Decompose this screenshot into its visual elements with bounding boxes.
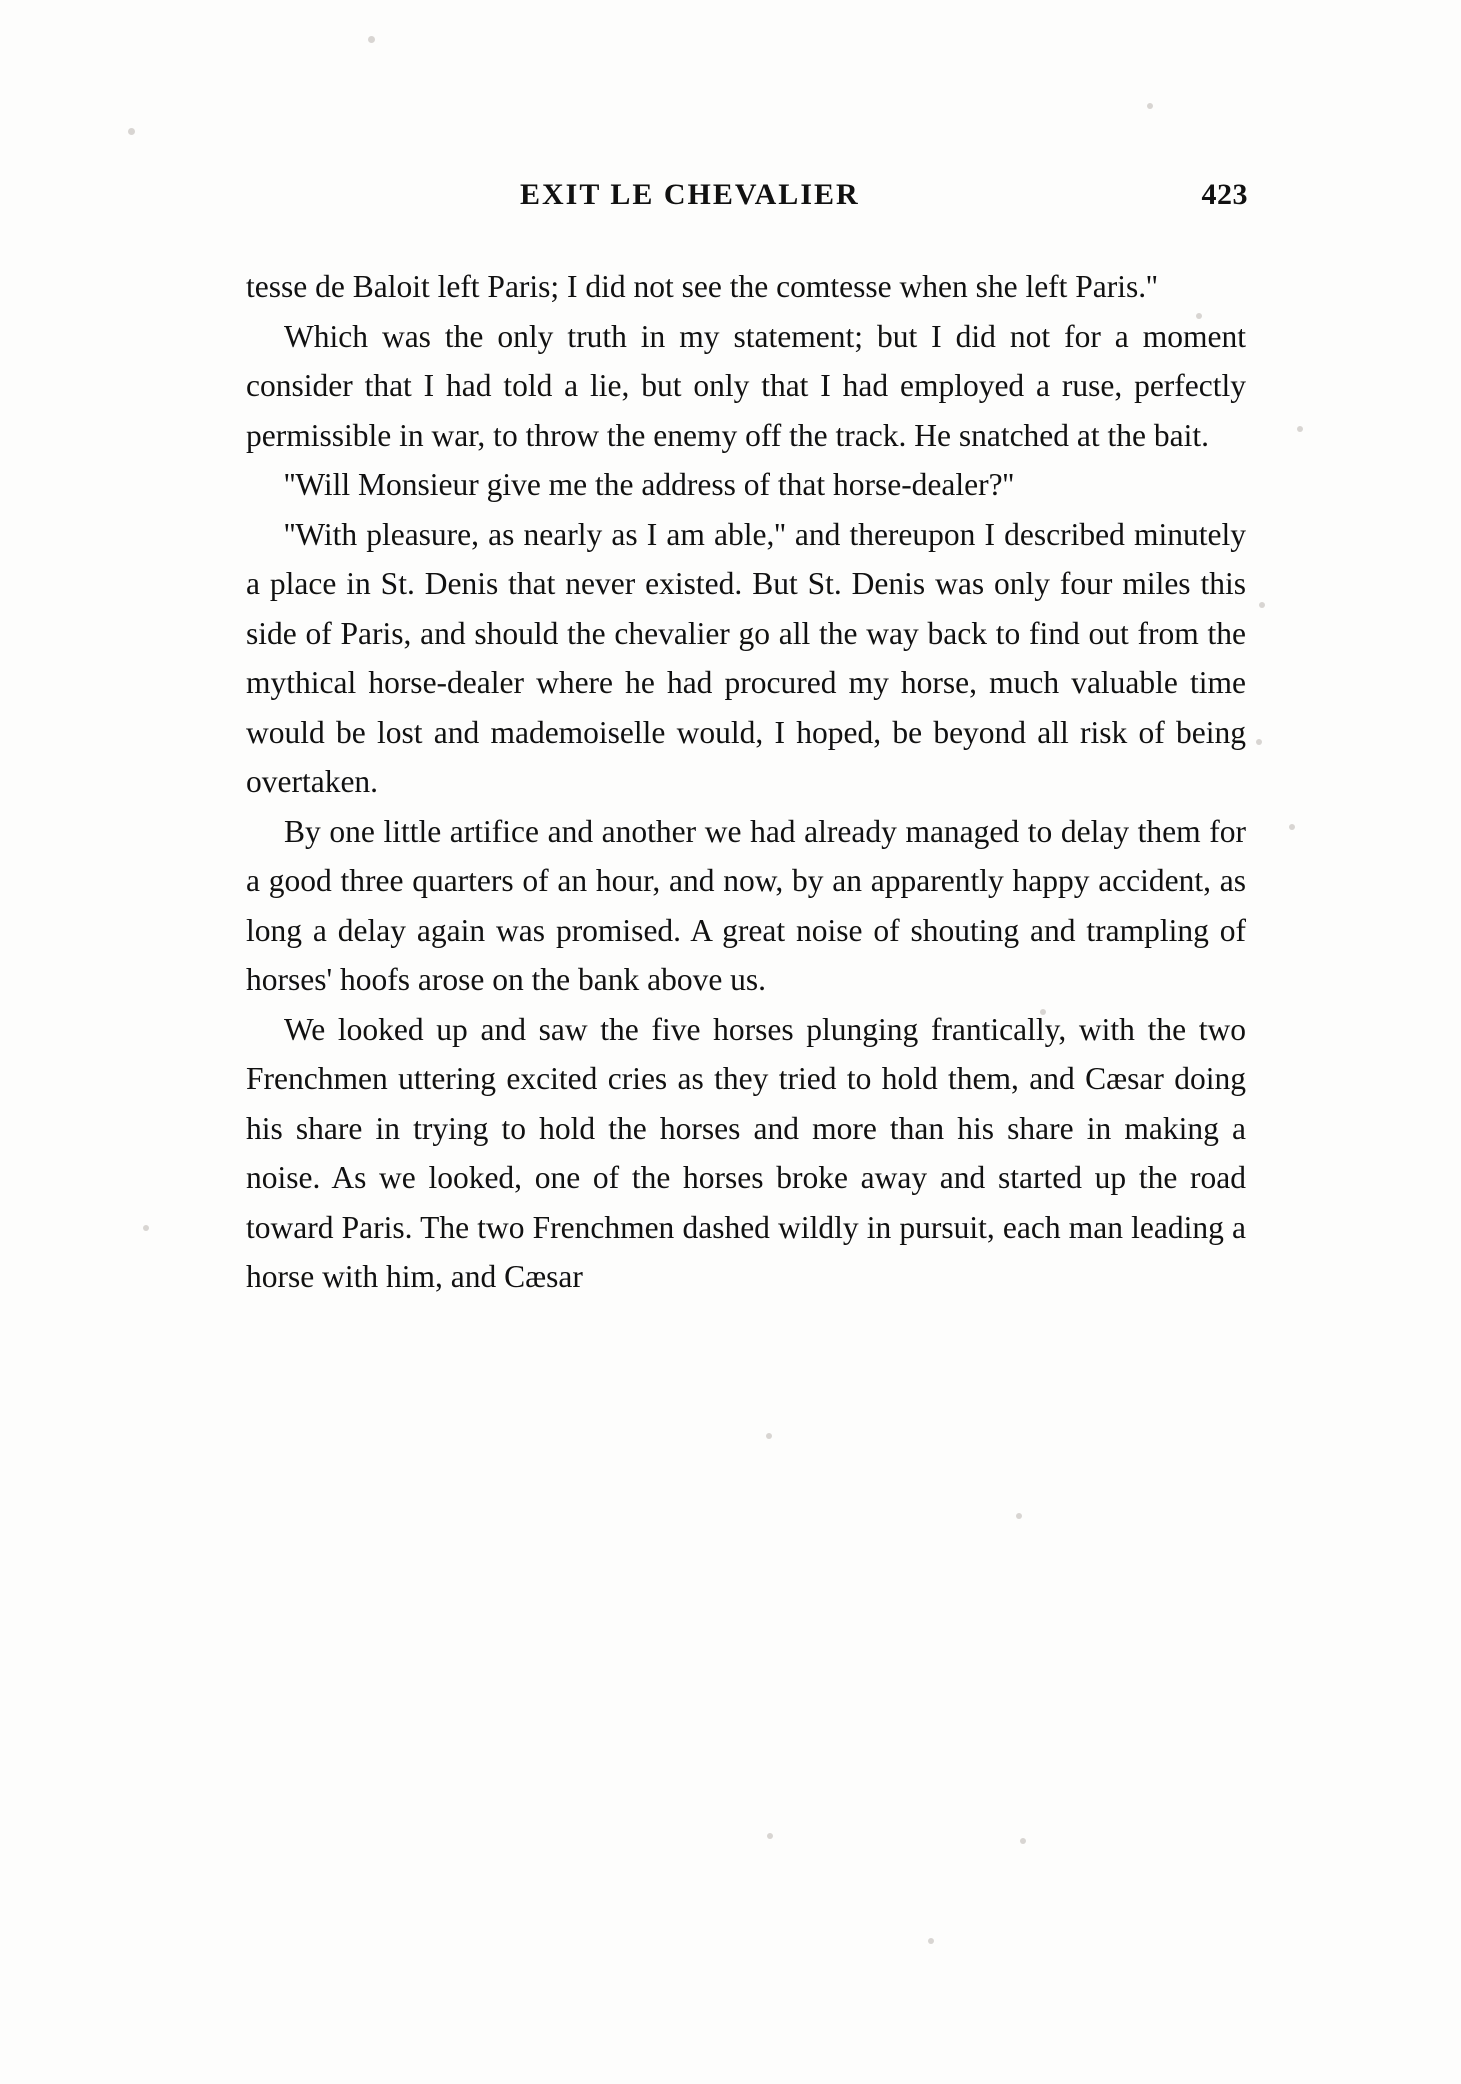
page-speckle bbox=[1016, 1513, 1022, 1519]
paragraph: Which was the only truth in my statement; but I did not for a moment consider that I had told a lie, but only that I had employed a ruse, perfectly permissible in war, to throw the enemy off the track. He snatched at the bait. bbox=[246, 318, 1246, 453]
paragraph: ''Will Monsieur give me the address of that horse-dealer?'' bbox=[284, 467, 1014, 502]
body-text bbox=[246, 262, 1246, 1302]
running-title: EXIT LE CHEVALIER bbox=[520, 178, 860, 211]
page-header bbox=[244, 178, 1248, 218]
paragraph: By one little artifice and another we had already managed to delay them for a good three quarters of an hour, and now, by an apparently happy accident, as long a delay again was promised. A great noise of shouting and trampling of horses' hoofs arose on the bank above us. bbox=[246, 813, 1246, 997]
page-speckle bbox=[1147, 103, 1153, 109]
page-number: 423 bbox=[1201, 178, 1248, 211]
page-speckle bbox=[1289, 824, 1295, 830]
page-speckle bbox=[1020, 1838, 1026, 1844]
page-speckle bbox=[1256, 739, 1262, 745]
page-speckle bbox=[1297, 426, 1303, 432]
page-speckle bbox=[143, 1225, 149, 1231]
page-speckle bbox=[1259, 602, 1265, 608]
page-speckle bbox=[767, 1833, 773, 1839]
paragraph: tesse de Baloit left Paris; I did not see the comtesse when she left Paris.'' bbox=[246, 269, 1158, 304]
page-speckle bbox=[766, 1433, 772, 1439]
page-speckle bbox=[368, 36, 375, 43]
paragraph: ''With pleasure, as nearly as I am able,'' and thereupon I described minutely a place in St. Denis that never existed. But St. Denis was only four miles this side of Paris, and should the chevalier go all the way back to find out from the mythical horse-dealer where he had procured my horse, much valuable time would be lost and mademoiselle would, I hoped, be beyond all risk of being overtaken. bbox=[246, 516, 1246, 799]
page-speckle bbox=[928, 1938, 934, 1944]
page-speckle bbox=[128, 128, 135, 135]
paragraph: We looked up and saw the five horses plunging frantically, with the two Frenchmen uttering excited cries as they tried to hold them, and Cæsar doing his share in trying to hold the horses and more than his share in making a noise. As we looked, one of the horses broke away and started up the road toward Paris. The two Frenchmen dashed wildly in pursuit, each man leading a horse with him, and Cæsar bbox=[246, 1011, 1246, 1294]
